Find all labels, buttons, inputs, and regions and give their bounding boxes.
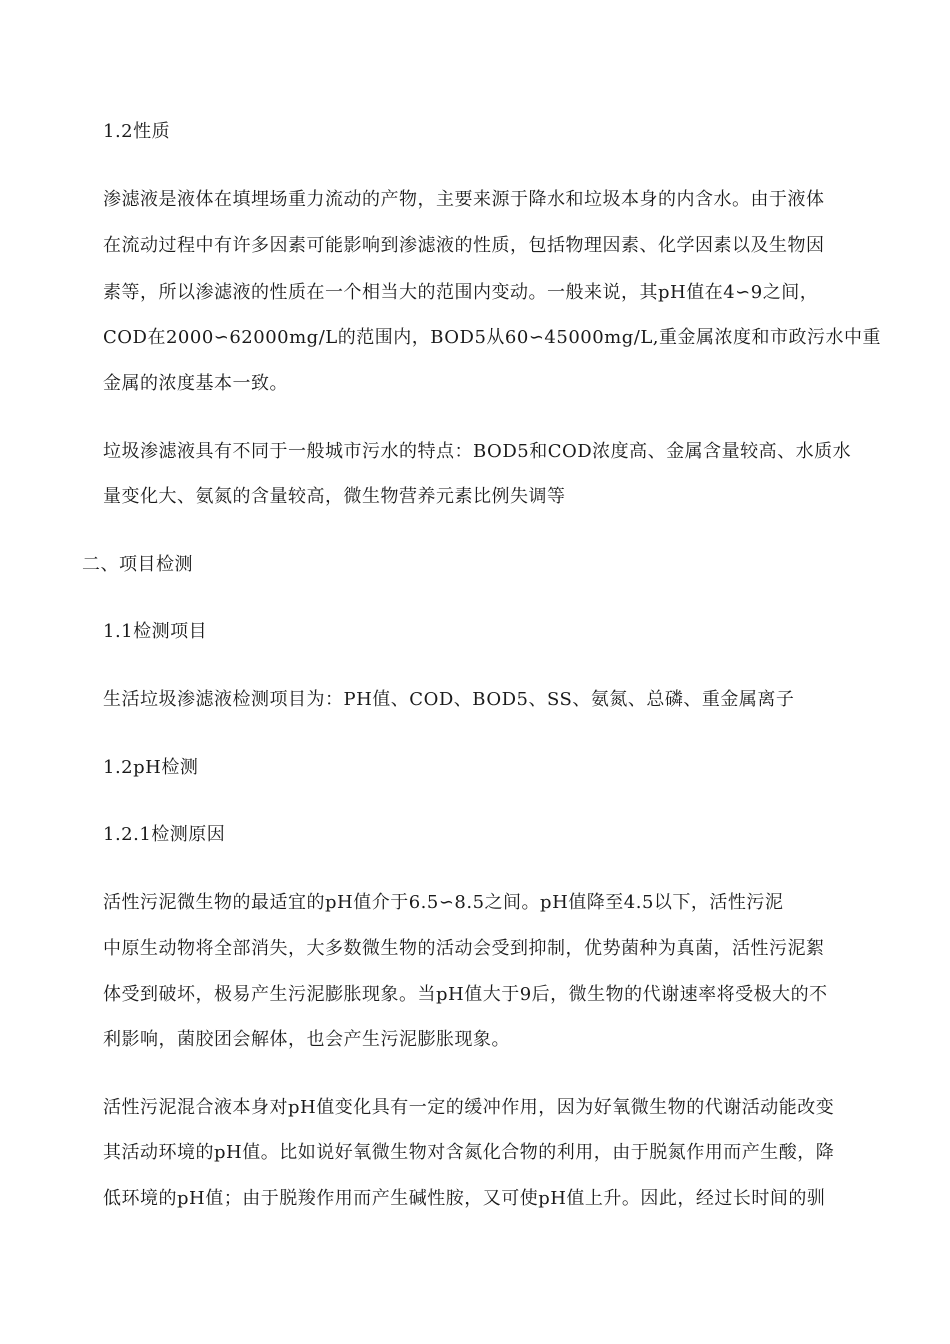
paragraph-line: 活性污泥微生物的最适宜的pH值介于6.5∽8.5之间。pH值降至4.5以下，活性污泥 [103, 892, 784, 913]
paragraph-line: 垃圾渗滤液具有不同于一般城市污水的特点：BOD5和COD浓度高、金属含量较高、水质水 [103, 441, 852, 462]
paragraph-line: 体受到破坏，极易产生污泥膨胀现象。当pH值大于9后，微生物的代谢速率将受极大的不 [103, 984, 828, 1005]
paragraph-line: 量变化大、氨氮的含量较高，微生物营养元素比例失调等 [103, 486, 566, 507]
paragraph-line: 活性污泥混合液本身对pH值变化具有一定的缓冲作用，因为好氧微生物的代谢活动能改变 [103, 1097, 835, 1118]
section-heading-1-2-ph: 1.2pH检测 [103, 757, 199, 778]
section-heading-1-1: 1.1检测项目 [103, 621, 208, 642]
paragraph-line: 中原生动物将全部消失，大多数微生物的活动会受到抑制，优势菌种为真菌，活性污泥絮 [103, 938, 825, 959]
paragraph-line: 低环境的pH值；由于脱羧作用而产生碱性胺，又可使pH值上升。因此，经过长时间的驯 [103, 1188, 826, 1209]
paragraph-line: 素等，所以渗滤液的性质在一个相当大的范围内变动。一般来说，其pH值在4∽9之间， [103, 282, 819, 303]
paragraph-line: 在流动过程中有许多因素可能影响到渗滤液的性质，包括物理因素、化学因素以及生物因 [103, 235, 825, 256]
section-heading-1-2: 1.2性质 [103, 121, 171, 142]
paragraph-line: 渗滤液是液体在填埋场重力流动的产物，主要来源于降水和垃圾本身的内含水。由于液体 [103, 189, 825, 210]
section-heading-1-2-1: 1.2.1检测原因 [103, 824, 226, 845]
chapter-heading-2: 二、项目检测 [82, 554, 193, 575]
paragraph-line: 金属的浓度基本一致。 [103, 373, 288, 394]
paragraph-line: 其活动环境的pH值。比如说好氧微生物对含氮化合物的利用，由于脱氮作用而产生酸，降 [103, 1142, 835, 1163]
paragraph-line: COD在2000∽62000mg/L的范围内，BOD5从60∽45000mg/L,重金属浓度和市政污水中重 [103, 327, 881, 348]
paragraph-test-items: 生活垃圾渗滤液检测项目为：PH值、COD、BOD5、SS、氨氮、总磷、重金属离子 [103, 689, 795, 710]
paragraph-line: 利影响，菌胶团会解体，也会产生污泥膨胀现象。 [103, 1029, 510, 1050]
